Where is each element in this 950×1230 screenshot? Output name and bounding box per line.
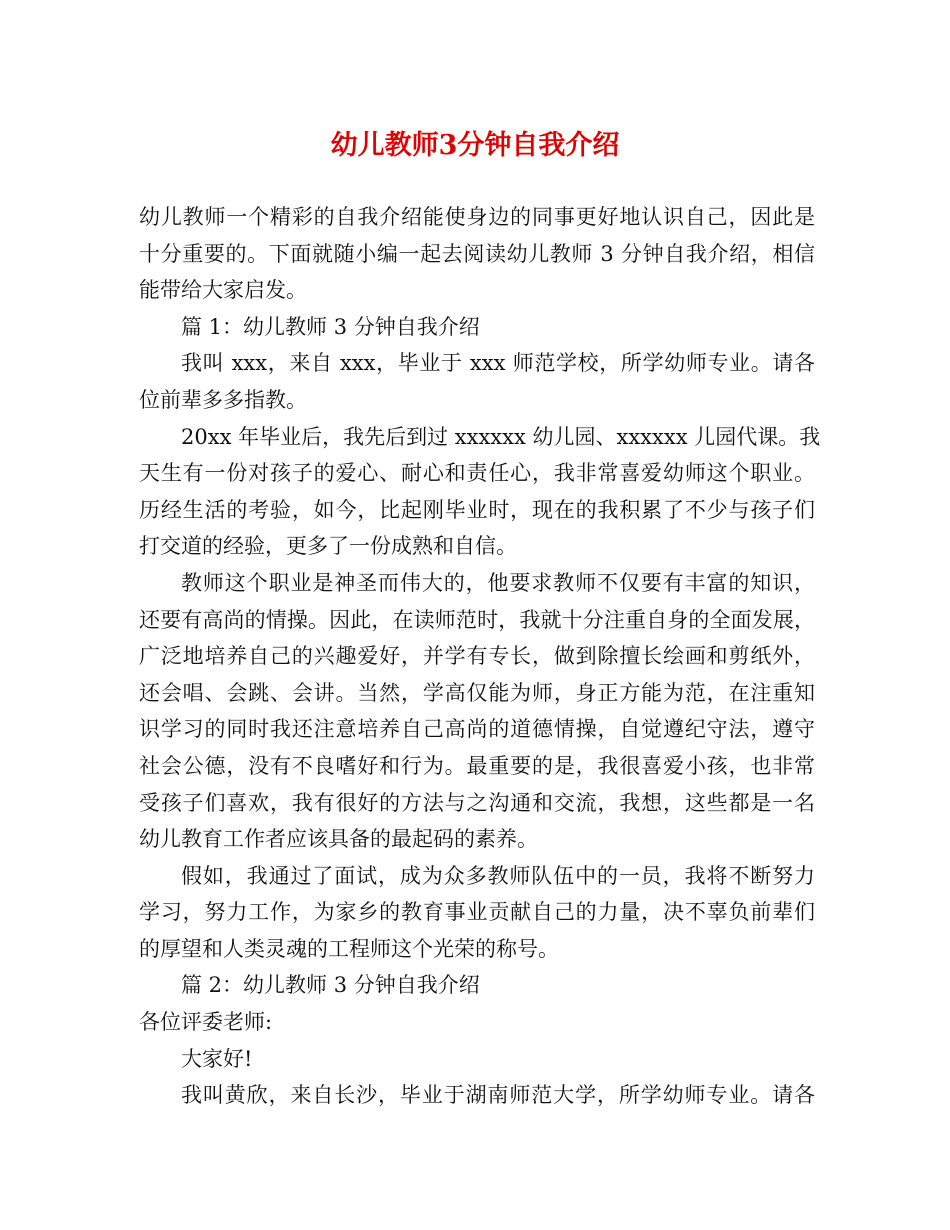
document-body <box>139 199 821 1114</box>
paragraph-line: 我叫黄欣，来自长沙，毕业于湖南师范大学，所学幼师专业。请各 <box>181 1083 815 1108</box>
paragraph-line: 天生有一份对孩子的爱心、耐心和责任心，我非常喜爱幼师这个职业。 <box>139 461 815 486</box>
paragraph-line: 的厚望和人类灵魂的工程师这个光荣的称号。 <box>139 936 559 961</box>
paragraph-line: 历经生活的考验，如今，比起刚毕业时，现在的我积累了不少与孩子们 <box>139 497 815 522</box>
paragraph-line: 教师这个职业是神圣而伟大的，他要求教师不仅要有丰富的知识， <box>181 570 815 595</box>
paragraph-line: 还会唱、会跳、会讲。当然，学高仅能为师，身正方能为范，在注重知 <box>139 680 815 705</box>
paragraph-line: 我叫 xxx，来自 xxx，毕业于 xxx 师范学校，所学幼师专业。请各 <box>181 351 815 376</box>
paragraph-line: 20xx 年毕业后，我先后到过 xxxxxx 幼儿园、xxxxxx 儿园代课。我 <box>181 424 821 449</box>
paragraph-line: 社会公德，没有不良嗜好和行为。最重要的是，我很喜爱小孩，也非常 <box>139 753 815 778</box>
paragraph-line: 识学习的同时我还注意培养自己高尚的道德情操，自觉遵纪守法，遵守 <box>139 717 815 742</box>
greeting-line: 大家好! <box>181 1046 253 1071</box>
paragraph-line: 打交道的经验，更多了一份成熟和自信。 <box>139 534 517 559</box>
paragraph-line: 假如，我通过了面试，成为众多教师队伍中的一员，我将不断努力 <box>181 863 815 888</box>
paragraph-line: 广泛地培养自己的兴趣爱好，并学有专长，做到除擅长绘画和剪纸外， <box>139 644 815 669</box>
paragraph-line: 能带给大家启发。 <box>139 278 307 303</box>
paragraph-line: 位前辈多多指教。 <box>139 387 307 412</box>
section-heading: 篇 1：幼儿教师 3 分钟自我介绍 <box>181 314 480 339</box>
paragraph-line: 受孩子们喜欢，我有很好的方法与之沟通和交流，我想，这些都是一名 <box>139 790 815 815</box>
section-heading: 篇 2：幼儿教师 3 分钟自我介绍 <box>181 973 480 998</box>
paragraph-line: 幼儿教育工作者应该具备的最起码的素养。 <box>139 827 538 852</box>
paragraph-line: 还要有高尚的情操。因此，在读师范时，我就十分注重自身的全面发展， <box>139 607 815 632</box>
paragraph-line: 学习，努力工作，为家乡的教育事业贡献自己的力量，决不辜负前辈们 <box>139 900 815 925</box>
salutation-line: 各位评委老师: <box>139 1010 273 1035</box>
paragraph-line: 十分重要的。下面就随小编一起去阅读幼儿教师 3 分钟自我介绍，相信 <box>139 241 815 266</box>
document-title: 幼儿教师3分钟自我介绍 <box>330 130 620 161</box>
paragraph-line: 幼儿教师一个精彩的自我介绍能使身边的同事更好地认识自己，因此是 <box>139 205 815 229</box>
